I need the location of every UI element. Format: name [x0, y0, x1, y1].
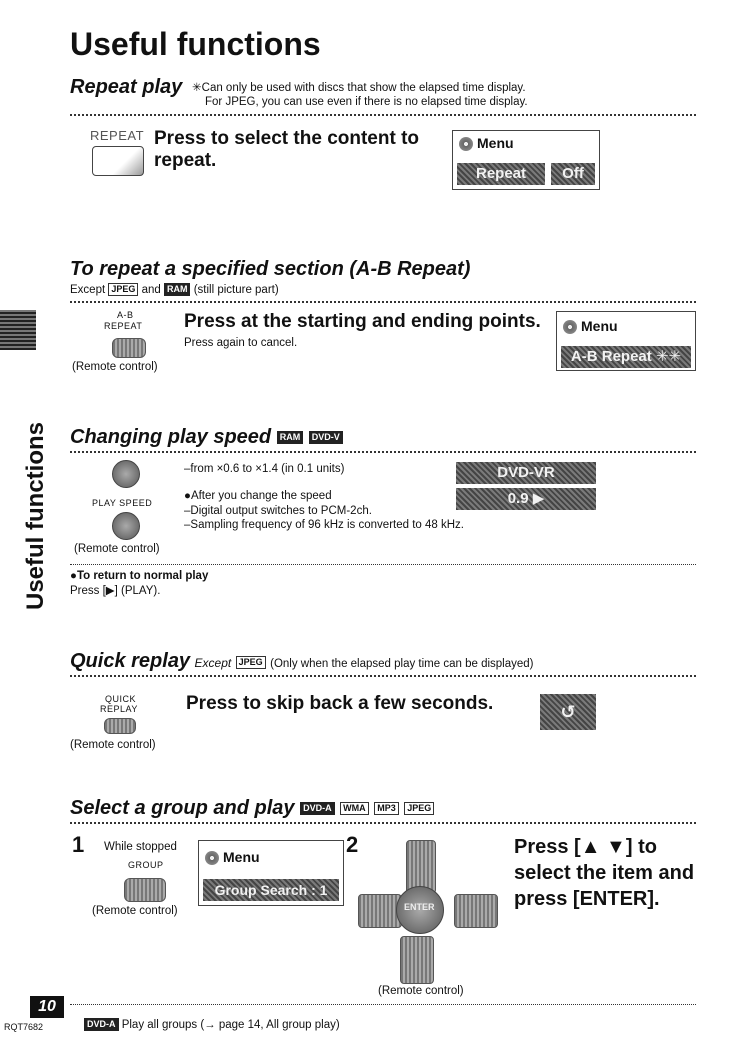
- footnote-line: [84, 1018, 340, 1032]
- divider: [70, 1004, 696, 1005]
- speed-display-bottom: 0.9 ▶: [456, 488, 596, 510]
- quick-except: Except: [194, 656, 232, 670]
- quick-button-label-1: QUICK: [105, 694, 137, 704]
- step-1-text: While stopped: [104, 841, 177, 853]
- enter-label: ENTER: [404, 902, 435, 912]
- step-2-text: Press [▲ ▼] to select the item and press [ENTER].: [514, 836, 695, 910]
- wma-tag: WMA: [340, 802, 369, 815]
- speed-line-2: ●After you change the speed: [184, 490, 332, 502]
- menu-label: Menu: [581, 318, 618, 334]
- divider: [70, 451, 696, 453]
- sidebar-label: Useful functions: [22, 421, 49, 610]
- divider: [70, 675, 696, 677]
- return-heading: ●To return to normal play: [70, 570, 209, 582]
- dvd-v-tag: DVD-V: [309, 431, 343, 444]
- ab-except-pre: Except: [70, 284, 106, 296]
- right-button[interactable]: [454, 894, 498, 928]
- jpeg-tag: JPEG: [108, 283, 138, 296]
- divider: [70, 301, 696, 303]
- play-speed-button-top[interactable]: [112, 460, 140, 488]
- remote-control-label: (Remote control): [92, 905, 178, 917]
- repeat-button-label: REPEAT: [90, 128, 145, 143]
- disc-icon: [205, 851, 219, 865]
- quick-note: (Only when the elapsed play time can be displayed): [270, 658, 534, 670]
- jpeg-tag: JPEG: [236, 656, 266, 669]
- group-display: [198, 840, 344, 906]
- ram-tag: RAM: [164, 283, 191, 296]
- remote-control-label: (Remote control): [74, 543, 160, 555]
- group-display-text: Group Search : 1: [203, 879, 339, 901]
- menu-label: Menu: [477, 135, 514, 151]
- jpeg-tag: JPEG: [404, 802, 434, 815]
- quick-replay-button[interactable]: [104, 718, 136, 734]
- group-button[interactable]: [124, 878, 166, 902]
- play-speed-button-bottom[interactable]: [112, 512, 140, 540]
- ab-instruction: Press at the starting and ending points.: [184, 311, 541, 332]
- ab-except-line: [70, 283, 279, 297]
- repeat-heading: Repeat play: [70, 76, 183, 98]
- ram-tag: RAM: [277, 431, 304, 444]
- page-number: 10: [30, 996, 64, 1018]
- play-speed-label: PLAY SPEED: [92, 498, 153, 508]
- down-button[interactable]: [400, 936, 434, 984]
- ab-and: and: [141, 284, 161, 296]
- speed-display-top: DVD-VR: [456, 462, 596, 484]
- speed-line-1: –from ×0.6 to ×1.4 (in 0.1 units): [184, 463, 345, 475]
- step-1-number: 1: [72, 832, 85, 857]
- remote-control-label: (Remote control): [70, 739, 156, 751]
- quick-instruction: Press to skip back a few seconds.: [186, 693, 494, 714]
- quick-button-label-2: REPLAY: [100, 704, 138, 714]
- quick-heading-line: [70, 650, 534, 673]
- replay-arrow-icon: ↺: [560, 702, 576, 722]
- repeat-display-left: Repeat: [457, 163, 545, 185]
- repeat-display: [452, 130, 600, 190]
- ab-repeat-button[interactable]: [112, 338, 146, 358]
- ab-heading: To repeat a specified section (A-B Repeat): [70, 258, 471, 280]
- divider: [70, 822, 696, 824]
- ab-button-label-1: A-B: [117, 310, 134, 320]
- mp3-tag: MP3: [374, 802, 399, 815]
- remote-control-label: (Remote control): [378, 985, 464, 997]
- group-button-label: GROUP: [128, 860, 164, 870]
- speed-heading: Changing play speed: [70, 426, 272, 448]
- dvd-a-tag: DVD-A: [84, 1018, 119, 1031]
- disc-icon: [563, 320, 577, 334]
- quick-display-icon: [540, 694, 596, 730]
- group-heading: Select a group and play: [70, 797, 295, 819]
- menu-label: Menu: [223, 849, 260, 865]
- ab-sub: Press again to cancel.: [184, 337, 298, 349]
- sidebar-pattern: [0, 310, 36, 350]
- repeat-display-right: Off: [551, 163, 595, 185]
- ab-display: [556, 311, 696, 371]
- step-2-number: 2: [346, 832, 359, 857]
- ab-except-post: (still picture part): [193, 284, 279, 296]
- return-text: Press [▶] (PLAY).: [70, 585, 161, 597]
- divider: [70, 564, 696, 565]
- page-code: RQT7682: [4, 1022, 44, 1032]
- speed-line-3: –Digital output switches to PCM-2ch.: [184, 505, 372, 517]
- dvd-a-tag: DVD-A: [300, 802, 335, 815]
- ab-display-text: A-B Repeat ✳✳: [561, 346, 691, 368]
- group-heading-line: [70, 797, 434, 820]
- repeat-instruction: Press to select the content to repeat.: [154, 128, 420, 171]
- ab-button-label-2: REPEAT: [104, 321, 143, 331]
- quick-heading: Quick replay: [70, 650, 191, 672]
- footnote-text: Play all groups (→ page 14, All group play): [121, 1019, 340, 1031]
- speed-heading-line: [70, 426, 343, 449]
- repeat-button[interactable]: [92, 146, 144, 176]
- disc-icon: [459, 137, 473, 151]
- remote-control-label: (Remote control): [72, 361, 158, 373]
- repeat-note-2: For JPEG, you can use even if there is no elapsed time display.: [205, 96, 528, 108]
- page-title: Useful functions: [70, 26, 321, 62]
- speed-line-4: –Sampling frequency of 96 kHz is converted to 48 kHz.: [184, 519, 464, 531]
- divider: [70, 114, 696, 116]
- repeat-note-1: ✳Can only be used with discs that show the elapsed time display.: [192, 82, 526, 94]
